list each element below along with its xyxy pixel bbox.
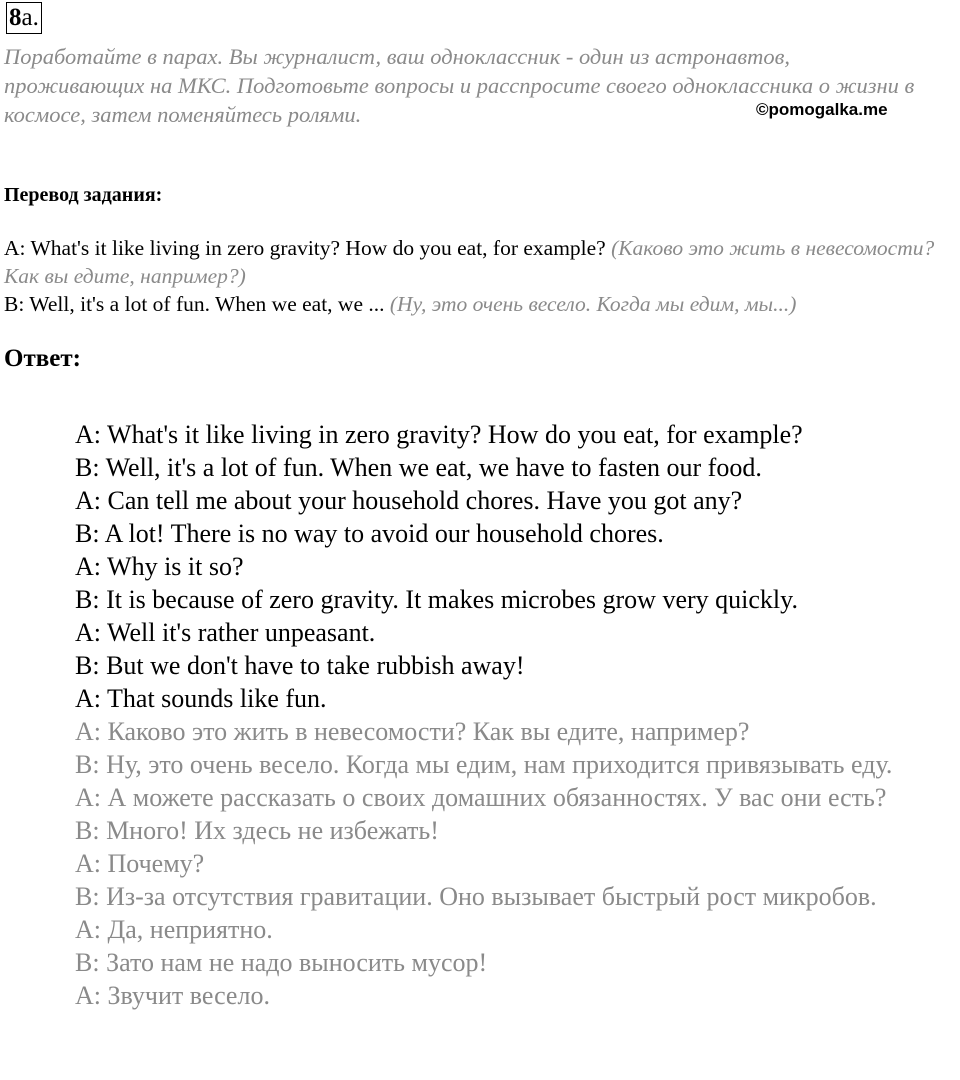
dialogue-line-ru: A: Да, неприятно. <box>75 915 273 944</box>
translation-line <box>4 290 944 318</box>
answer-heading: Ответ: <box>4 345 81 372</box>
translation-line-en: A: What's it like living in zero gravity? How do you eat, for example? <box>4 236 606 260</box>
translation-heading: Перевод задания: <box>4 184 163 206</box>
dialogue-line-ru: A: Звучит весело. <box>75 981 270 1010</box>
dialogue-line-en: B: Well, it's a lot of fun. When we eat, we have to fasten our food. <box>75 453 762 482</box>
translation-line <box>4 234 944 290</box>
task-number-suffix: a. <box>21 4 39 31</box>
answer-russian-dialogue <box>75 715 960 1012</box>
dialogue-line-ru: B: Ну, это очень весело. Когда мы едим, нам приходится привязывать еду. <box>75 750 893 779</box>
task-number: 8 <box>9 4 22 31</box>
task-number-box <box>6 2 42 34</box>
answer-english-dialogue <box>75 418 955 715</box>
dialogue-line-en: B: A lot! There is no way to avoid our household chores. <box>75 519 664 548</box>
dialogue-line-ru: B: Зато нам не надо выносить мусор! <box>75 948 488 977</box>
dialogue-line-ru: B: Из-за отсутствия гравитации. Оно вызывает быстрый рост микробов. <box>75 882 877 911</box>
translation-line-ru: (Каково это жить в невесомости? Как вы едите, например?) <box>4 236 935 288</box>
dialogue-line-ru: A: Почему? <box>75 849 205 878</box>
dialogue-line-en: A: Can tell me about your household chores. Have you got any? <box>75 486 743 515</box>
dialogue-line-en: A: That sounds like fun. <box>75 684 327 713</box>
dialogue-line-ru: A: Каково это жить в невесомости? Как вы едите, например? <box>75 717 750 746</box>
dialogue-line-en: A: Well it's rather unpeasant. <box>75 618 376 647</box>
dialogue-line-en: B: It is because of zero gravity. It makes microbes grow very quickly. <box>75 585 798 614</box>
dialogue-line-ru: A: А можете рассказать о своих домашних обязанностях. У вас они есть? <box>75 783 887 812</box>
dialogue-line-en: A: What's it like living in zero gravity? How do you eat, for example? <box>75 420 803 449</box>
translation-line-en: B: Well, it's a lot of fun. When we eat, we ... <box>4 292 385 316</box>
watermark: ©pomogalka.me <box>756 100 888 119</box>
dialogue-line-en: A: Why is it so? <box>75 552 244 581</box>
dialogue-line-ru: B: Много! Их здесь не избежать! <box>75 816 439 845</box>
task-instructions: Поработайте в парах. Вы журналист, ваш одноклассник - один из астронавтов, проживающих на МКС. Подготовьте вопросы и расспросите своего одноклассника о жизни в космосе, затем поменяйтесь ролями. <box>4 44 915 127</box>
translation-block <box>4 234 944 318</box>
dialogue-line-en: B: But we don't have to take rubbish away! <box>75 651 525 680</box>
translation-line-ru: (Ну, это очень весело. Когда мы едим, мы...) <box>389 292 797 316</box>
